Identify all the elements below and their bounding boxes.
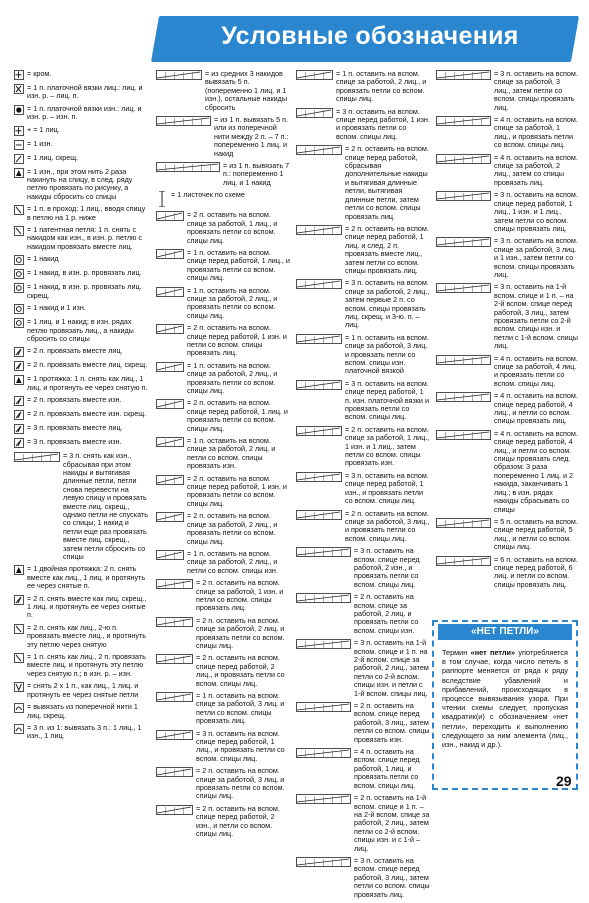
cable2b-cell-icon <box>156 249 184 259</box>
legend-item <box>296 472 430 506</box>
legend-item-text: = 4 п. оставить на вспом. спице перед работой, 4 лиц., и петли со вспом. спицы провязать лиц. <box>494 391 578 426</box>
legend-item <box>14 154 148 164</box>
legend-item-text: = 1 п. снять как лиц., 2 п. провязать вместе лиц. и протянуть эту петлю через снятую п.; в изн. р. – изн. <box>27 652 146 678</box>
legend-item-text: = 1 патентная петля: 1 п. снять с накидом как изн., в изн. р. петлю с накидом провязать вместе лиц. <box>27 225 143 251</box>
dot-cell-icon <box>14 105 24 115</box>
legend-item-text: = 3 п. оставить на вспом. спице перед работой, 1 п. изн. платочной вязки и провязать петли со вспом. спицы лиц. <box>345 378 429 422</box>
cable5-cell-icon <box>156 579 193 589</box>
legend-item-text: = 3 п. оставить на вспом. спице перед работой, 1 лиц., 1 изн. и 1 лиц., затем петли со вспом. спицы провязать лиц. <box>494 190 578 233</box>
page-number: 29 <box>556 773 572 789</box>
cable23-cell-icon <box>436 556 491 566</box>
legend-item <box>14 347 148 357</box>
legend-item-text: = 3 п. оставить на вспом. спице за работой, 3 лиц. и 1 изн., затем петли со вспом. спицы провязать лиц. <box>494 236 578 279</box>
cable11-cell-icon <box>296 380 342 390</box>
legend-item-text: = 3 п. оставить на вспом. спице перед работой, 3 лиц., затем петли со вспом. спицы провязать лиц. <box>354 855 430 899</box>
cable4-cell-icon <box>156 437 184 447</box>
ribbon5-cell-icon <box>156 70 202 80</box>
legend-item-text: = 1 накид, в изн. р. провязать лиц. <box>27 268 142 278</box>
cable3d-cell-icon <box>156 399 184 409</box>
legend-item-text: = 1 п. оставить на вспом. спице за работой, 3 лиц. и провязать петли со вспом. спицы изн. платочной вязкой <box>345 332 429 376</box>
three-cell-icon <box>14 724 24 734</box>
comb-cell-icon <box>156 116 211 126</box>
legend-item-text: = 1 п. платочной вязки изн.: лиц. и изн. р. – изн. п. <box>27 103 142 122</box>
cable2-cell-icon <box>156 211 184 221</box>
yo-purl-cell-icon <box>14 304 24 314</box>
cable18b-cell-icon <box>436 191 491 201</box>
legend-column-3 <box>296 70 430 903</box>
legend-item-text: = 1 п. оставить на вспом. спице за работой, 2 лиц. и петли со вспом. спицы провязать изн. <box>187 436 276 471</box>
double-pull-cell-icon <box>14 565 24 575</box>
legend-item <box>296 794 430 853</box>
legend-item-text: = 3 п. из 1: вывязать 3 п.: 1 лиц., 1 изн., 1 лиц. <box>27 722 142 741</box>
cable6c-cell-icon <box>156 730 193 740</box>
legend-item <box>436 556 578 590</box>
plus-cell-icon <box>14 70 24 80</box>
legend-item <box>296 225 430 275</box>
legend-item-text: = 1 лиц. и 1 накид; в изн. рядах петлю провязать лиц., а накиды сбросить со спицы <box>27 317 134 343</box>
cable20-cell-icon <box>436 355 491 365</box>
cable7b-cell-icon <box>156 805 193 815</box>
cable13b-cell-icon <box>296 593 351 603</box>
legend-item <box>436 283 578 350</box>
plus-cell-icon <box>14 126 24 136</box>
cable11b-cell-icon <box>296 426 342 436</box>
legend-item-text: = из 1 п. вывязать 5 п. или из поперечной нити между 2 п. – 7 п.: попеременно 1 лиц. и накид <box>214 115 289 158</box>
v-cell-icon <box>14 682 24 692</box>
legend-item <box>296 70 430 104</box>
dec-purl-twist-cell-icon <box>14 410 24 420</box>
legend-item-text: = 3 п. оставить на вспом. спице перед работой, 1 лиц., и провязать петли со вспом. спицы лиц. <box>196 728 285 763</box>
legend-item-text: = 4 п. оставить на вспом. спице перед работой, 1 лиц. и провязать петли со вспом. спицы лиц. <box>354 747 420 790</box>
legend-item <box>296 593 430 635</box>
legend-item-text: = 1 п. платочной вязки лиц.: лиц. и изн. р. – лиц. п. <box>27 83 143 101</box>
legend-item-text: = 2 п. оставить на вспом. спице за работой, 1 лиц., 1 изн. и 1 лиц., затем петли со вспом. спицы провязать изн. <box>345 424 430 468</box>
legend-item <box>14 168 148 202</box>
legend-item-text: = 3 п. оставить на вспом. спице за работой, 2 лиц., затем первые 2 п. со вспом. спицы провязать лиц. скрещ. и 3-ю. п. – лиц. <box>345 278 430 330</box>
legend-item <box>14 126 148 136</box>
yo-cell-icon <box>14 255 24 265</box>
legend-item <box>156 512 290 546</box>
legend-item <box>156 324 290 358</box>
legend-item-text: = 1 лиц. скрещ. <box>27 152 79 162</box>
legend-item <box>156 191 290 207</box>
legend-item <box>14 255 148 265</box>
legend-item <box>436 237 578 279</box>
cable20b-cell-icon <box>436 392 491 402</box>
lift-cell-icon <box>14 703 24 713</box>
dash-cell-icon <box>14 140 24 150</box>
legend-item-text: = 2 п. оставить на вспом. спице перед работой, 3 лиц., затем петли со вспом. спицы провязать изн. <box>354 701 430 744</box>
legend-item-text: = 2 п. оставить на вспом. спице перед работой, 2 лиц., и провязать петли со вспом. спицы лиц. <box>196 653 285 688</box>
legend-item <box>14 70 148 80</box>
legend-item-text: = снять 2 х 1 п., как лиц., 1 лиц. и протянуть ее через снятые петли <box>27 681 139 699</box>
legend-item <box>156 116 290 158</box>
legend-item <box>156 475 290 509</box>
legend-item-text: = 1 накид, в изн. р. провязать лиц. скрещ. <box>27 282 142 300</box>
legend-item <box>436 392 578 426</box>
legend-item-text: = 1 п. оставить на вспом. спице за работой, 2 лиц., и провязать петли со вспом. спицы лиц. <box>336 69 427 104</box>
yo-knit-cell-icon <box>14 269 24 279</box>
cable21-cell-icon <box>436 430 491 440</box>
legend-item <box>296 702 430 744</box>
dec-right-cell-icon <box>14 347 24 357</box>
legend-item-text: = 2 п. оставить на вспом. спице за работой, 2 лиц., и провязать петли со вспом. спицы лиц. <box>187 511 278 546</box>
no-stitch-text <box>442 648 568 749</box>
legend-item-text: = 3 п. оставить на 1-й вспом. спице и 1 п. на 2-й вспом. спице за работой, 2 лиц., затем петли со 2-й вспом. спицы изн. и петли с 1-й вспом. спицы лиц. <box>354 638 429 698</box>
legend-item-text: = 2 п. оставить на вспом. спице за работой, 1 изн. и петли со вспом. спицы провязать лиц. <box>196 578 284 613</box>
comb7-cell-icon <box>156 162 220 172</box>
legend-item-text: = 1 двойная протяжка: 2 п. снять вместе как лиц., 1 лиц. и протянуть ее через снятые п. <box>27 564 146 591</box>
cable14b-cell-icon <box>296 702 351 712</box>
legend-item-text: = 1 изн. <box>27 138 53 148</box>
legend-item-text: = 1 п. оставить на вспом. спице за работой, 2 лиц., и провязать петли со вспом. спицы лиц. <box>187 360 278 395</box>
legend-item-text: = 1 протяжка: 1 п. снять как лиц., 1 лиц. и протянуть ее через снятую п. <box>27 374 148 392</box>
legend-item-text: = 1 накид <box>27 254 59 264</box>
legend-item <box>156 805 290 839</box>
legend-item <box>14 84 148 101</box>
cable3c-cell-icon <box>156 362 184 372</box>
legend-item <box>156 730 290 764</box>
legend-item-text: = 5 п. оставить на вспом. спице перед работой, 5 лиц., и петли со вспом. спицы лиц. <box>494 516 578 552</box>
legend-item <box>14 565 148 590</box>
slip-cell-icon <box>14 205 24 215</box>
legend-item-text: = 1 п. оставить на вспом. спице за работой, 2 лиц., и провязать петли со вспом. спицы лиц. <box>187 285 278 320</box>
legend-item <box>14 624 148 649</box>
legend-item-text: = 2 п. оставить на вспом. спице перед работой, 1 изн. и провязать петли со вспом. спицы лиц. <box>187 473 287 508</box>
legend-item <box>156 162 290 187</box>
dec-left3-cell-icon <box>14 595 24 605</box>
legend-item <box>296 748 430 790</box>
legend-item <box>156 550 290 575</box>
no-stitch-heading: «НЕТ ПЕТЛИ» <box>438 624 572 640</box>
legend-item <box>14 438 148 448</box>
stem-icon <box>156 191 168 207</box>
cable10b-cell-icon <box>296 334 342 344</box>
cable15-cell-icon <box>296 748 351 758</box>
legend-item <box>296 510 430 544</box>
dec-twist-cell-icon <box>14 361 24 371</box>
legend-item-text: = 3 п. оставить на 1-й вспом. спице и 1 п. – на 2-й вспом. спице перед работой, 3 лиц., затем провязать петли со 2-й вспом. спицы изн. и петли с 1-й вспом. спицы лиц. <box>494 282 578 351</box>
legend-item-text: = 2 п. оставить на вспом. спице за работой, 2 лиц. и провязать петли со вспом. спицы лиц. <box>196 615 285 650</box>
legend-item <box>14 318 148 343</box>
legend-item <box>156 362 290 396</box>
cable5b-cell-icon <box>156 617 193 627</box>
legend-item <box>156 437 290 471</box>
cable17b-cell-icon <box>436 116 491 126</box>
legend-item <box>296 426 430 468</box>
legend-item-text: = 1 п. в проход: 1 лиц., вводя спицу в петлю на 1 р. ниже <box>27 204 146 222</box>
legend-item <box>14 205 148 222</box>
cable9b-cell-icon <box>296 225 342 235</box>
cable10-cell-icon <box>296 279 342 289</box>
legend-item <box>14 703 148 720</box>
legend-item <box>296 279 430 329</box>
patent-cell-icon <box>14 226 24 236</box>
legend-column-2 <box>156 70 290 843</box>
legend-item-text: = 1 п. оставить на вспом. спице за работой, 2 лиц., и петли со вспом. спицы изн. <box>187 548 278 575</box>
note-term: «нет петли» <box>470 648 516 657</box>
legend-item <box>14 269 148 279</box>
legend-item-text: = 3 п. провязать вместе лиц. <box>27 423 123 433</box>
dec-purl-cell-icon <box>14 396 24 406</box>
legend-item-text: = 2 п. провязать вместе изн. скрещ. <box>27 409 147 419</box>
cable13-cell-icon <box>296 547 351 557</box>
cable4d-cell-icon <box>156 550 184 560</box>
legend-item <box>14 595 148 620</box>
legend-item <box>14 140 148 150</box>
cable3b-cell-icon <box>156 324 184 334</box>
legend-item <box>14 452 148 561</box>
legend-item-text: = 4 п. оставить на вспом. спице за работой, 1 лиц., и провязать петли со вспом. спицы лиц. <box>494 115 578 150</box>
legend-item-text: = 3 п. оставить на вспом. спице за работой, 3 лиц., затем петли со вспом. спицы провязать лиц. <box>494 69 578 112</box>
legend-column-4 <box>436 70 578 593</box>
legend-column-1 <box>14 70 148 745</box>
legend-item <box>156 767 290 801</box>
legend-item <box>296 145 430 221</box>
legend-item <box>436 355 578 389</box>
legend-item <box>156 617 290 651</box>
legend-item-text: = 2 п. снять вместе как лиц. скрещ., 1 лиц. и протянуть ее через снятые п. <box>27 593 147 620</box>
legend-item-text: = 1 листочек по схеме <box>171 190 245 200</box>
legend-item <box>156 287 290 321</box>
legend-item <box>14 304 148 314</box>
legend-item-text: = 2 п. оставить на вспом. спице перед работой, 1 лиц. и след. 2 п. провязать вместе лиц., затем петли со вспом. спицы провязать лиц. <box>345 223 429 275</box>
yo-twist-cell-icon <box>14 283 24 293</box>
cable18-cell-icon <box>436 154 491 164</box>
cable3-cell-icon <box>156 287 184 297</box>
cable16-cell-icon <box>296 857 351 867</box>
cable4c-cell-icon <box>156 512 184 522</box>
legend-item-text: + = 1 лиц. <box>27 124 60 134</box>
legend-item-text: = 3 п. оставить на вспом. спице перед работой, 1 изн., и провязать петли со вспом. спицы лиц. <box>345 470 429 506</box>
legend-item-text: = вывязать из поперечной нити 1 лиц. скрещ. <box>27 702 138 720</box>
cable9-cell-icon <box>296 145 342 155</box>
cable15b-cell-icon <box>296 794 351 804</box>
cable4b-cell-icon <box>156 475 184 485</box>
legend-item <box>436 70 578 112</box>
legend-item <box>436 154 578 188</box>
legend-item-text: = кром. <box>27 69 52 78</box>
legend-item <box>14 226 148 251</box>
pass-cell-icon <box>14 624 24 634</box>
cable7-cell-icon <box>156 767 193 777</box>
legend-item-text: = 2 п. провязать вместе лиц. <box>27 346 123 356</box>
legend-item-text: = 4 п. оставить на вспом. спице за работой, 2 лиц., затем со спицы провязать лиц. <box>494 152 578 187</box>
legend-item-text: = 2 п. оставить на вспом. спице за работой, 2 лиц. и провязать петли со вспом. спицы изн. <box>354 592 419 635</box>
legend-item-text: = 4 п. оставить на вспом. спице за работой, 4 лиц. и провязать петли со вспом. спицы лиц. <box>494 353 578 388</box>
legend-item-text: = из средних 3 накидов вывязать 5 п. (попеременно 1 лиц. и 1 изн.), остальные накиды сбросить <box>205 69 288 112</box>
legend-item <box>296 108 430 142</box>
legend-item-text: = 2 п. оставить на вспом. спице за работой, 1 лиц., и провязать петли со вспом. спицы лиц. <box>187 210 278 245</box>
legend-item-text: = 3 п. оставить на вспом. спице перед работой, 2 изн., и провязать петли со вспом. спицы лиц. <box>354 546 420 589</box>
legend-item <box>156 399 290 433</box>
legend-item-text: = 3 п. снять как изн., сбрасывая при этом накиды и вытягивая длинные петли, петли снова перевести на левую спицу и провязать вместе лиц. скрещ., однако петли не спускать со спицы; 1 накид и петли еще раз провязать вместе лиц. скрещ., затем петли сбросить со спицы <box>63 451 148 561</box>
legend-item <box>14 105 148 122</box>
dec3-cell-icon <box>14 424 24 434</box>
legend-item <box>14 653 148 678</box>
legend-item <box>296 380 430 422</box>
legend-item-text: = 3 п. провязать вместе изн. <box>27 437 122 447</box>
legend-item-text: = 1 изн., при этом нить 2 раза накинуть на спицу, в след. ряду петлю провязать по рисунку, а накиды сбросить со спицы <box>27 166 133 201</box>
legend-item <box>156 249 290 283</box>
legend-item-text: = 6 п. оставить на вспом. спице перед работой, 6 лиц. и петли со вспом. спицы провязать лиц. <box>494 554 578 589</box>
pass2-cell-icon <box>14 653 24 663</box>
cable17-cell-icon <box>436 70 491 80</box>
cable6b-cell-icon <box>156 692 193 702</box>
cable19-cell-icon <box>436 237 491 247</box>
cross-cell-icon <box>14 84 24 94</box>
wrap3-cell-icon <box>14 452 60 462</box>
pull-cell-icon <box>14 375 24 385</box>
legend-item <box>14 396 148 406</box>
legend-item <box>14 424 148 434</box>
legend-item-text: = 2 п. снять как лиц., 2-ю п. провязать вместе лиц., и протянуть эту петлю через снятую <box>27 622 146 649</box>
cable14-cell-icon <box>296 639 351 649</box>
cable8-cell-icon <box>296 70 333 80</box>
cable19b-cell-icon <box>436 283 491 293</box>
legend-item <box>296 639 430 698</box>
yo-drop-cell-icon <box>14 318 24 328</box>
cable8b-cell-icon <box>296 108 333 118</box>
legend-item <box>156 211 290 245</box>
legend-item <box>436 430 578 514</box>
cable12b-cell-icon <box>296 510 342 520</box>
legend-item <box>14 361 148 371</box>
legend-item <box>296 547 430 589</box>
legend-item-text: = 2 п. оставить на вспом. спице перед работой, сбрасывая дополнительные накиды и вытягивая длинные петли, вытягивая длинные петли, затем петли со вспом. спицы провязать лиц. <box>345 144 429 221</box>
legend-item-text: = 2 п. провязать вместе лиц. скрещ. <box>27 360 148 370</box>
legend-item-text: = 2 п. оставить на вспом. спице за работой, 3 лиц., и провязать петли со вспом. спицы лиц. <box>345 508 430 543</box>
legend-item <box>156 579 290 613</box>
legend-item-text: = 3 п. оставить на вспом. спице перед работой, 1 изн. и провязать петли со вспом. спицы лиц. <box>336 106 430 141</box>
legend-item-text: = 2 п. оставить на вспом. спице за работой, 3 лиц. и провязать петли со вспом. спицы лиц. <box>196 766 285 801</box>
legend-item-text: = 2 п. провязать вместе изн. <box>27 395 122 405</box>
legend-item <box>156 654 290 688</box>
legend-item-text: = 2 п. оставить на вспом. спице перед работой, 1 изн. и петли со вспом. спицы провязать лиц. <box>187 323 287 358</box>
legend-item-text: = из 1 п. вывязать 7 п.: попеременно 1 лиц. и 1 накид <box>223 161 290 187</box>
legend-item-text: = 2 п. оставить на вспом. спице перед работой, 1 лиц. и провязать петли со вспом. спицы лиц. <box>187 398 288 433</box>
page-title: Условные обозначения <box>221 22 519 50</box>
legend-item <box>14 283 148 300</box>
legend-item-text: = 2 п. оставить на вспом. спице перед работой, 2 изн., и петли со вспом. спицы лиц. <box>196 803 280 839</box>
note-text-rest: употребляется в том случае, когда число петель в раппорте меняется от ряда к ряду вследствие убавлений и прибавлений, происходящих в процессе вывязывания узора. При чтении схемы следует, пропуская квадратик(и) с обозначением «нет петли», переходить к выполнению следующего за ним элемента (лиц., изн., накид и др.). <box>442 648 568 750</box>
legend-item <box>296 334 430 376</box>
legend-item-text: = 1 накид и 1 изн. <box>27 303 86 313</box>
legend-item <box>296 857 430 899</box>
legend-item-text: = 2 п. оставить на 1-й вспом. спице и 1 п. – на 2-й вспом. спице за работой, 2 лиц., затем петли со 2-й вспом. спицы изн. и с 1-й – лиц. <box>354 793 430 853</box>
legend-item <box>14 682 148 699</box>
legend-item <box>14 724 148 741</box>
legend-item <box>436 116 578 150</box>
legend-item <box>436 191 578 233</box>
double-yo-cell-icon <box>14 168 24 178</box>
legend-item <box>156 70 290 112</box>
cable22-cell-icon <box>436 518 491 528</box>
legend-item <box>14 375 148 392</box>
note-text-start: Термин <box>442 648 471 657</box>
legend-item-text: = 1 п. оставить на вспом. спице за работой, 3 лиц. и петли со вспом. спицы провязать лиц. <box>196 691 285 726</box>
legend-item <box>14 410 148 420</box>
legend-item <box>436 518 578 552</box>
legend-item <box>156 692 290 726</box>
cable6-cell-icon <box>156 654 193 664</box>
slant-cell-icon <box>14 154 24 164</box>
legend-item-text: = 4 п. оставить на вспом. спице перед работой, 4 лиц., и петли со вспом. спицы провязать след. образом: 3 раза попеременно 1 лиц. и 2 накида, заканчивать 1 лиц.; в изн. рядах накиды сбрасывать со спицы <box>494 428 578 514</box>
dec3-purl-cell-icon <box>14 438 24 448</box>
cable12-cell-icon <box>296 472 342 482</box>
legend-item-text: = 1 п. оставить на вспом. спице перед работой, 1 лиц., и провязать петли со вспом. спицы лиц. <box>187 247 290 283</box>
